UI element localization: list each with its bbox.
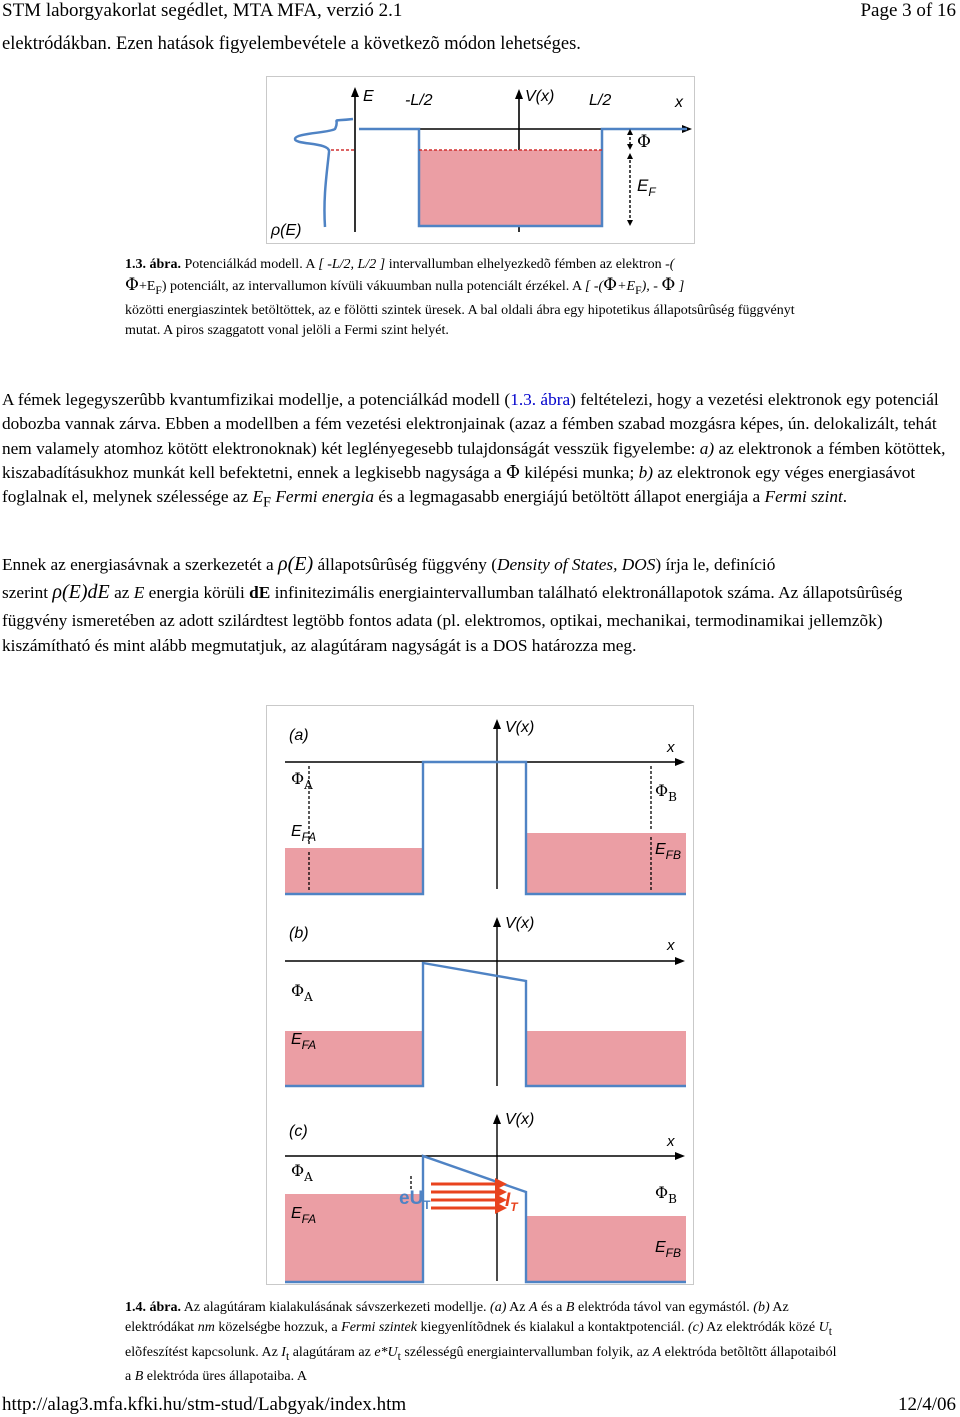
neg-half-length-label: -L/2 [405, 92, 433, 109]
potential-label: V(x) [525, 88, 555, 105]
figure-potential-well [266, 76, 695, 244]
pos-half-length-label: L/2 [589, 92, 612, 109]
phi-a-label: $\Phi_A$ [291, 769, 313, 792]
phi-symbol: Φ [661, 275, 676, 295]
arrowhead-icon [493, 1114, 501, 1124]
potential-label: V(x) [505, 1111, 535, 1128]
rho-e-formula: ρ(E) [278, 553, 314, 575]
energy-label: E [363, 88, 374, 105]
arrowhead-icon [675, 1152, 685, 1160]
panel-a [285, 719, 686, 894]
x-axis-label: x [667, 1133, 675, 1150]
efb-label: $E_{FB}$ [655, 1239, 682, 1260]
footer-url: http://alag3.mfa.kfki.hu/stm-stud/Labgyak/index.htm [2, 1394, 407, 1415]
current-label: $I_T$ [505, 1190, 518, 1214]
phi-label: Φ [637, 132, 651, 152]
arrowhead-icon [627, 153, 633, 159]
phi-symbol: Φ [603, 275, 618, 295]
phi-b-label: $\Phi_B$ [655, 781, 677, 804]
efa-label: $E_{FA}$ [291, 823, 317, 844]
electrode-b-filled [526, 1031, 686, 1086]
arrowhead-icon [493, 719, 501, 729]
tunneling-current-arrows [431, 1184, 497, 1208]
arrowhead-icon [627, 220, 633, 226]
arrowhead-icon [627, 144, 633, 150]
arrowhead-icon [675, 758, 685, 766]
figure1-caption: 1.3. ábra. Potenciálkád modell. A [ -L/2, L/2 ] intervallumban elhelyezkedõ fémben az elektron -( $\Phi+E_F$) potenciált, az intervallumon kívüli vákuumban nulla potenciált érzékel. A [ $-(\Phi+E_F)$, - Φ ] közötti energiaszintek betöltöttek, az e fölötti szintek üresek. A bal oldali ábra egy hipotetikus állapotsûrûség függvényt mutat. A piros szaggatott vonal jelöli a Fermi szint helyét. [125, 257, 795, 338]
tunneling-band-diagram [267, 706, 693, 1284]
paragraph-potential-well: A fémek legegyszerûbb kvantumfizikai modellje, a potenciálkád modell (1.3. ábra) feltételezi, hogy a vezetési elektronok egy potenciál dobozba vannak zárva. Ebben a modellben a fém vezetési elektronjainak (azaz a fémben szabad mozgásra képes, ún. delokalizált, tehát nem valamely atomhoz kötött elektronoknak) két leglényegesebb tulajdonságát vesszük figyelembe: a) az elektronok a fémben kötöttek, kiszabadításukhoz munkát kell befektetni, ennek a legkisebb nagysága a Φ kilépési munka; b) az elektronok egy véges energiasávot foglalnak el, melynek szélessége az $E_F$ Fermi energia és a legmagasabb energiájú betöltött állapot energiája a Fermi szint. [2, 390, 946, 511]
panel-c [285, 1111, 686, 1282]
document-title: STM laborgyakorlat segédlet, MTA MFA, verzió 2.1 [2, 0, 403, 21]
x-axis-label: x [667, 937, 675, 954]
phi-symbol: Φ [125, 275, 139, 295]
footer-date: 12/4/06 [897, 1394, 956, 1415]
efa-label: $E_{FA}$ [291, 1205, 317, 1226]
panel-tag: (b) [289, 925, 309, 942]
dos-curve [295, 119, 353, 227]
figure-tunneling-model [266, 705, 694, 1285]
paragraph-dos: Ennek az energiasávnak a szerkezetét a ρ(E) állapotsûrûség függvény (Density of States, DOS) írja le, definíció szerint ρ(E)dE az E energia körüli dE infinitezimális energiaintervallumban található elektronállapotok száma. Az állapotsûrûség függvény ismeretében az adott szilárdtest legtöbb fontos adata (pl. elektromos, optikai, mechanikai, termodinamikai jellemzõk) kiszámítható és mint alább megmutatjuk, az alagútáram nagyságát is a DOS határozza meg. [2, 553, 903, 655]
phi-b-label: $\Phi_B$ [655, 1183, 677, 1206]
caption-number: 1.3. ábra. [125, 257, 181, 272]
efb-label: $E_{FB}$ [655, 841, 682, 862]
eu-label: $eU_T$ [399, 1188, 431, 1212]
arrowhead-icon [493, 917, 501, 927]
page-number: Page 3 of 16 [860, 0, 956, 21]
efa-label: $E_{FA}$ [291, 1031, 317, 1052]
electrode-a-filled [285, 848, 423, 894]
panel-tag: (a) [289, 727, 309, 744]
panel-tag: (c) [289, 1123, 308, 1140]
phi-symbol: Φ [505, 462, 521, 483]
caption-number: 1.4. ábra. [125, 1300, 181, 1315]
figure-link[interactable]: 1.3. ábra [510, 390, 571, 409]
potential-label: V(x) [505, 719, 535, 736]
arrowhead-icon [675, 957, 685, 965]
arrowhead-icon [515, 89, 523, 99]
x-axis-label: x [667, 739, 675, 756]
rho-e-de-formula: ρ(E)dE [52, 581, 110, 604]
filled-states-region [419, 150, 602, 226]
figure2-caption: 1.4. ábra. Az alagútáram kialakulásának sávszerkezeti modellje. (a) Az A és a B elektróda távol van egymástól. (b) Az elektródákat nm közelségbe hozzuk, a Fermi szintek kiegyenlítõdnek és kialakul a kontaktpotenciál. (c) Az elektródák közé $U_t$ elõfeszítést kapcsolunk. Az $I_t$ alagútáram az $e*U_t$ szélességû energiaintervallumban folyik, az A elektróda betõltõtt állapotaiból a B elektróda üres állapotaiba. A [125, 1300, 837, 1384]
phi-a-label: $\Phi_A$ [291, 1161, 313, 1184]
intro-line: elektródákban. Ezen hatások figyelembevétele a következõ módon lehetséges. [2, 34, 581, 54]
potential-label: V(x) [505, 915, 535, 932]
arrowhead-icon [351, 87, 359, 97]
potential-well-diagram [267, 77, 694, 243]
rho-label: ρ(E) [271, 222, 302, 239]
panel-b [285, 915, 686, 1086]
phi-a-label: $\Phi_A$ [291, 981, 313, 1004]
x-axis-label: x [675, 94, 683, 111]
ef-label: $E_F$ [637, 176, 656, 199]
